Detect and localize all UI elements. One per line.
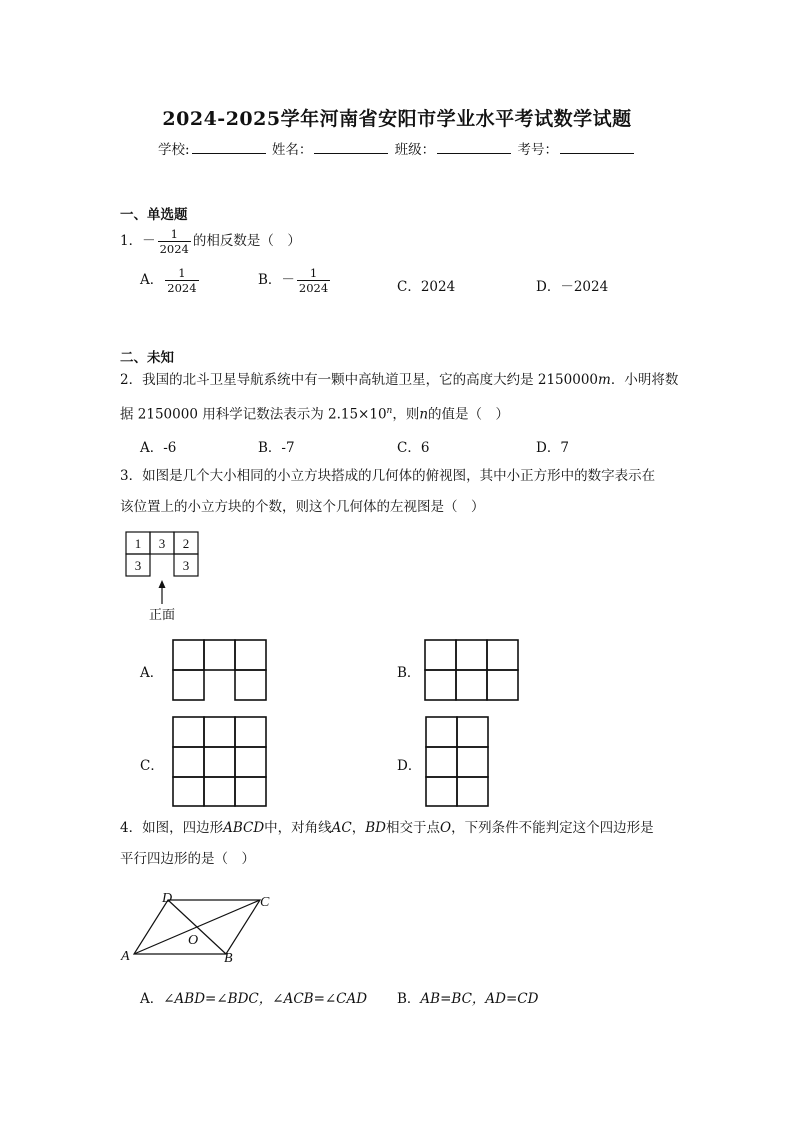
q2-line-2: 据 2150000 用科学记数法表示为 $2.15\times 10^n$，则n的值是（ ）: [120, 406, 510, 423]
page-title: 2024-2025学年河南省安阳市学业水平考试数学试题: [162, 108, 632, 130]
q2-option-a[interactable]: A．-6: [140, 440, 177, 456]
vertex-label-b: B: [224, 951, 233, 966]
student-info-line: [0, 138, 794, 158]
grid-number: 3: [158, 536, 166, 551]
class-label: 班级：: [394, 142, 436, 158]
q3-option-a-figure[interactable]: [172, 638, 268, 702]
q4-parallelogram-figure: [118, 884, 278, 966]
q3-top-view-figure: [120, 528, 210, 624]
front-arrow-icon: [159, 580, 166, 588]
grid-number: 2: [182, 536, 190, 551]
front-label: 正面: [148, 608, 176, 623]
q3-option-a-label[interactable]: A．: [140, 665, 164, 681]
q1-suffix: 的相反数是（ ）: [192, 233, 301, 249]
q3-line-2: 该位置上的小立方块的个数，则这个几何体的左视图是（ ）: [120, 499, 485, 515]
school-blank[interactable]: [192, 140, 266, 154]
q3-option-c-label[interactable]: C．: [140, 758, 164, 774]
name-label: 姓名：: [271, 142, 313, 158]
q3-option-d-label[interactable]: D．: [397, 758, 422, 774]
q4-line-1: 4．如图，四边形ABCD中，对角线AC，BD相交于点O，下列条件不能判定这个四边形是: [120, 820, 654, 836]
q1-prefix: 1．－: [120, 233, 156, 249]
q1-option-d[interactable]: D．－2024: [536, 279, 609, 295]
q3-line-1: 3．如图是几个大小相同的小立方块搭成的几何体的俯视图，其中小正方形中的数字表示在: [120, 468, 656, 484]
vertex-label-o: O: [188, 933, 199, 948]
q3-option-d-figure[interactable]: [425, 716, 491, 808]
question-2: [120, 365, 680, 431]
question-3: [120, 461, 680, 523]
number-label: 考号：: [517, 142, 558, 158]
grid-number: 3: [134, 558, 142, 573]
question-4: [120, 813, 680, 875]
q2-option-d[interactable]: D．7: [536, 440, 569, 456]
q3-option-b-label[interactable]: B．: [397, 665, 421, 681]
vertex-label-a: A: [121, 949, 130, 964]
section-heading-1: 一、单选题: [120, 207, 188, 223]
vertex-label-c: C: [260, 895, 270, 910]
section-heading-2: 二、未知: [120, 350, 174, 366]
vertex-label-d: D: [162, 891, 173, 906]
number-blank[interactable]: [560, 140, 634, 154]
q1-option-c[interactable]: C．2024: [397, 279, 456, 295]
q1-fraction: $\frac{1}{2024}$: [159, 227, 189, 256]
q4-option-b[interactable]: B．AB=BC，AD=CD: [397, 991, 539, 1007]
question-1: [120, 226, 680, 257]
grid-number: 3: [182, 558, 190, 573]
q3-option-b-figure[interactable]: [424, 638, 520, 702]
school-label: 学校:: [158, 142, 190, 158]
q1-option-b[interactable]: B．－ $\frac{1}{2024}$: [258, 266, 329, 295]
grid-number: 1: [134, 536, 142, 551]
q2-option-b[interactable]: B．-7: [258, 440, 295, 456]
name-blank[interactable]: [314, 140, 388, 154]
q4-option-a[interactable]: A．∠ABD=∠BDC，∠ACB=∠CAD: [140, 991, 368, 1007]
q2-line-1: 2．我国的北斗卫星导航系统中有一颗中高轨道卫星，它的高度大约是 2150000m．小明将数: [120, 372, 679, 388]
q4-line-2: 平行四边形的是（ ）: [120, 851, 255, 867]
class-blank[interactable]: [437, 140, 511, 154]
q1-option-a[interactable]: A． $\frac{1}{2024}$: [140, 266, 197, 295]
q2-option-c[interactable]: C．6: [397, 440, 430, 456]
q3-option-c-figure[interactable]: [172, 716, 268, 808]
